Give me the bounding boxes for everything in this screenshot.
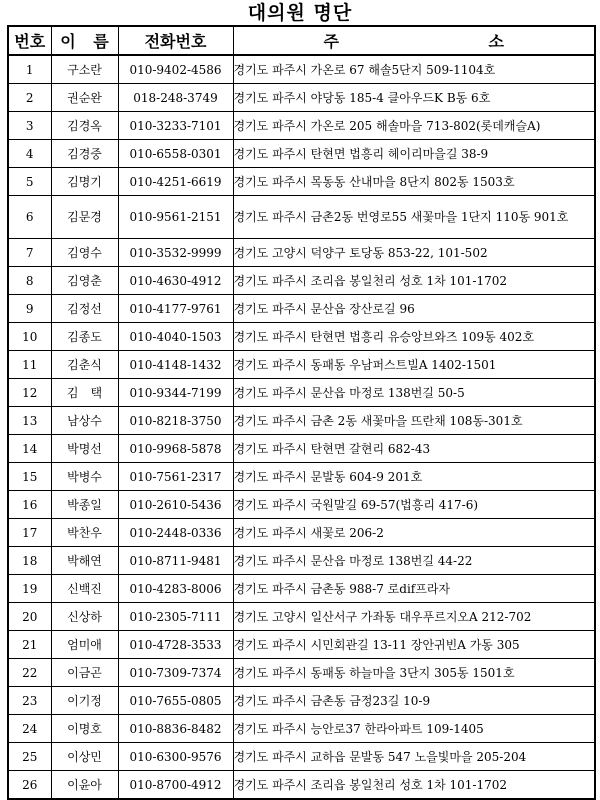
row-number: 22 [8, 659, 51, 687]
row-name: 김경옥 [51, 112, 118, 140]
row-phone: 010-4283-8006 [118, 575, 233, 603]
table-row [8, 435, 595, 463]
row-number: 11 [8, 351, 51, 379]
row-name: 박해연 [51, 547, 118, 575]
row-number: 2 [8, 84, 51, 112]
row-name: 박찬우 [51, 519, 118, 547]
row-name: 구소란 [51, 55, 118, 84]
row-number: 13 [8, 407, 51, 435]
row-name: 남상수 [51, 407, 118, 435]
row-phone: 010-4148-1432 [118, 351, 233, 379]
row-number: 19 [8, 575, 51, 603]
document-title: 대의원 명단 [247, 2, 353, 24]
table-row [8, 687, 595, 715]
row-name: 이금곤 [51, 659, 118, 687]
table-row [8, 112, 595, 140]
table-row [8, 267, 595, 295]
row-address: 경기도 파주시 목동동 산내마을 8단지 802동 1503호 [233, 168, 595, 196]
row-number: 6 [8, 196, 51, 239]
row-number: 16 [8, 491, 51, 519]
row-address: 경기도 파주시 금촌2동 번영로55 새꽃마을 1단지 110동 901호 [233, 196, 595, 239]
row-number: 25 [8, 743, 51, 771]
row-address: 경기도 파주시 야당동 185-4 클아우드K B동 6호 [233, 84, 595, 112]
row-address: 경기도 파주시 탄현면 갈현리 682-43 [233, 435, 595, 463]
row-number: 24 [8, 715, 51, 743]
row-phone: 010-9968-5878 [118, 435, 233, 463]
row-number: 10 [8, 323, 51, 351]
row-address: 경기도 파주시 탄현면 법흥리 헤이리마을길 38-9 [233, 140, 595, 168]
table-row [8, 771, 595, 800]
row-number: 21 [8, 631, 51, 659]
table-row [8, 603, 595, 631]
table-row [8, 743, 595, 771]
row-address: 경기도 파주시 문산읍 마정로 138번길 44-22 [233, 547, 595, 575]
row-phone: 010-3532-9999 [118, 239, 233, 267]
row-address: 경기도 파주시 동패동 하늘마을 3단지 305동 1501호 [233, 659, 595, 687]
row-phone: 010-9561-2151 [118, 196, 233, 239]
row-name: 김영춘 [51, 267, 118, 295]
table-row [8, 140, 595, 168]
table-row [8, 379, 595, 407]
row-name: 박병수 [51, 463, 118, 491]
row-name: 김경중 [51, 140, 118, 168]
row-number: 14 [8, 435, 51, 463]
table-row [8, 351, 595, 379]
table-row [8, 168, 595, 196]
row-phone: 010-2448-0336 [118, 519, 233, 547]
row-number: 1 [8, 55, 51, 84]
row-phone: 010-8218-3750 [118, 407, 233, 435]
row-address: 경기도 파주시 시민회관길 13-11 장안귀빈A 가동 305 [233, 631, 595, 659]
row-phone: 010-4728-3533 [118, 631, 233, 659]
row-phone: 010-8700-4912 [118, 771, 233, 800]
row-phone: 010-4177-9761 [118, 295, 233, 323]
row-phone: 010-9402-4586 [118, 55, 233, 84]
row-address: 경기도 파주시 가온로 205 해솔마을 713-802(롯데캐슬A) [233, 112, 595, 140]
table-row [8, 491, 595, 519]
row-phone: 010-8836-8482 [118, 715, 233, 743]
row-phone: 010-7655-0805 [118, 687, 233, 715]
row-name: 이명호 [51, 715, 118, 743]
row-number: 12 [8, 379, 51, 407]
row-name: 신백진 [51, 575, 118, 603]
table-row [8, 575, 595, 603]
row-address: 경기도 파주시 조리읍 봉일천리 성호 1차 101-1702 [233, 267, 595, 295]
row-address: 경기도 파주시 동패동 우남퍼스트빌A 1402-1501 [233, 351, 595, 379]
row-address: 경기도 파주시 문산읍 장산로길 96 [233, 295, 595, 323]
table-row [8, 463, 595, 491]
table-row [8, 55, 595, 84]
row-address: 경기도 파주시 문산읍 마정로 138번길 50-5 [233, 379, 595, 407]
row-address: 경기도 파주시 탄현면 법흥리 유승앙브와즈 109동 402호 [233, 323, 595, 351]
row-address: 경기도 파주시 금촌동 금정23길 10-9 [233, 687, 595, 715]
row-address: 경기도 파주시 국원말길 69-57(법흥리 417-6) [233, 491, 595, 519]
table-row [8, 84, 595, 112]
table-row [8, 323, 595, 351]
row-name: 김문경 [51, 196, 118, 239]
row-name: 김종도 [51, 323, 118, 351]
row-address: 경기도 파주시 가온로 67 해솔5단지 509-1104호 [233, 55, 595, 84]
row-name: 이상민 [51, 743, 118, 771]
row-name: 김영수 [51, 239, 118, 267]
row-number: 3 [8, 112, 51, 140]
delegate-roster-table [7, 25, 596, 800]
table-row [8, 295, 595, 323]
row-address: 경기도 파주시 능안로37 한라아파트 109-1405 [233, 715, 595, 743]
row-number: 7 [8, 239, 51, 267]
row-address: 경기도 고양시 일산서구 가좌동 대우푸르지오A 212-702 [233, 603, 595, 631]
row-number: 18 [8, 547, 51, 575]
row-number: 20 [8, 603, 51, 631]
row-phone: 010-7561-2317 [118, 463, 233, 491]
row-number: 8 [8, 267, 51, 295]
row-phone: 010-7309-7374 [118, 659, 233, 687]
row-name: 박종일 [51, 491, 118, 519]
row-name: 이윤아 [51, 771, 118, 800]
row-name: 신상하 [51, 603, 118, 631]
row-address: 경기도 파주시 새꽃로 206-2 [233, 519, 595, 547]
row-name: 김정선 [51, 295, 118, 323]
row-address: 경기도 파주시 교하읍 문발동 547 노을빛마을 205-204 [233, 743, 595, 771]
table-body [8, 55, 595, 799]
table-row [8, 631, 595, 659]
row-name: 김명기 [51, 168, 118, 196]
row-phone: 010-4630-4912 [118, 267, 233, 295]
row-address: 경기도 파주시 문발동 604-9 201호 [233, 463, 595, 491]
header-number: 번호 [8, 26, 51, 55]
row-phone: 010-8711-9481 [118, 547, 233, 575]
row-number: 4 [8, 140, 51, 168]
row-address: 경기도 파주시 금촌 2동 새꽃마을 뜨란채 108동-301호 [233, 407, 595, 435]
row-phone: 010-4251-6619 [118, 168, 233, 196]
row-phone: 018-248-3749 [118, 84, 233, 112]
row-phone: 010-4040-1503 [118, 323, 233, 351]
row-name: 김 택 [51, 379, 118, 407]
table-row [8, 407, 595, 435]
table-row [8, 547, 595, 575]
row-phone: 010-2305-7111 [118, 603, 233, 631]
row-number: 9 [8, 295, 51, 323]
row-phone: 010-6558-0301 [118, 140, 233, 168]
row-phone: 010-6300-9576 [118, 743, 233, 771]
row-number: 26 [8, 771, 51, 800]
row-name: 이기정 [51, 687, 118, 715]
row-number: 23 [8, 687, 51, 715]
header-phone: 전화번호 [118, 26, 233, 55]
row-address: 경기도 파주시 조리읍 봉일천리 성호 1차 101-1702 [233, 771, 595, 800]
row-address: 경기도 파주시 금촌동 988-7 로dif프라자 [233, 575, 595, 603]
row-name: 김춘식 [51, 351, 118, 379]
table-row [8, 659, 595, 687]
row-phone: 010-2610-5436 [118, 491, 233, 519]
table-row [8, 239, 595, 267]
header-address: 주 소 [233, 26, 595, 55]
row-number: 5 [8, 168, 51, 196]
table-row [8, 196, 595, 239]
header-name: 이 름 [51, 26, 118, 55]
row-number: 17 [8, 519, 51, 547]
row-name: 권순완 [51, 84, 118, 112]
row-phone: 010-3233-7101 [118, 112, 233, 140]
row-name: 엄미애 [51, 631, 118, 659]
row-address: 경기도 고양시 덕양구 토당동 853-22, 101-502 [233, 239, 595, 267]
row-phone: 010-9344-7199 [118, 379, 233, 407]
row-number: 15 [8, 463, 51, 491]
row-name: 박명선 [51, 435, 118, 463]
table-header-row [8, 26, 595, 55]
table-row [8, 715, 595, 743]
table-row [8, 519, 595, 547]
